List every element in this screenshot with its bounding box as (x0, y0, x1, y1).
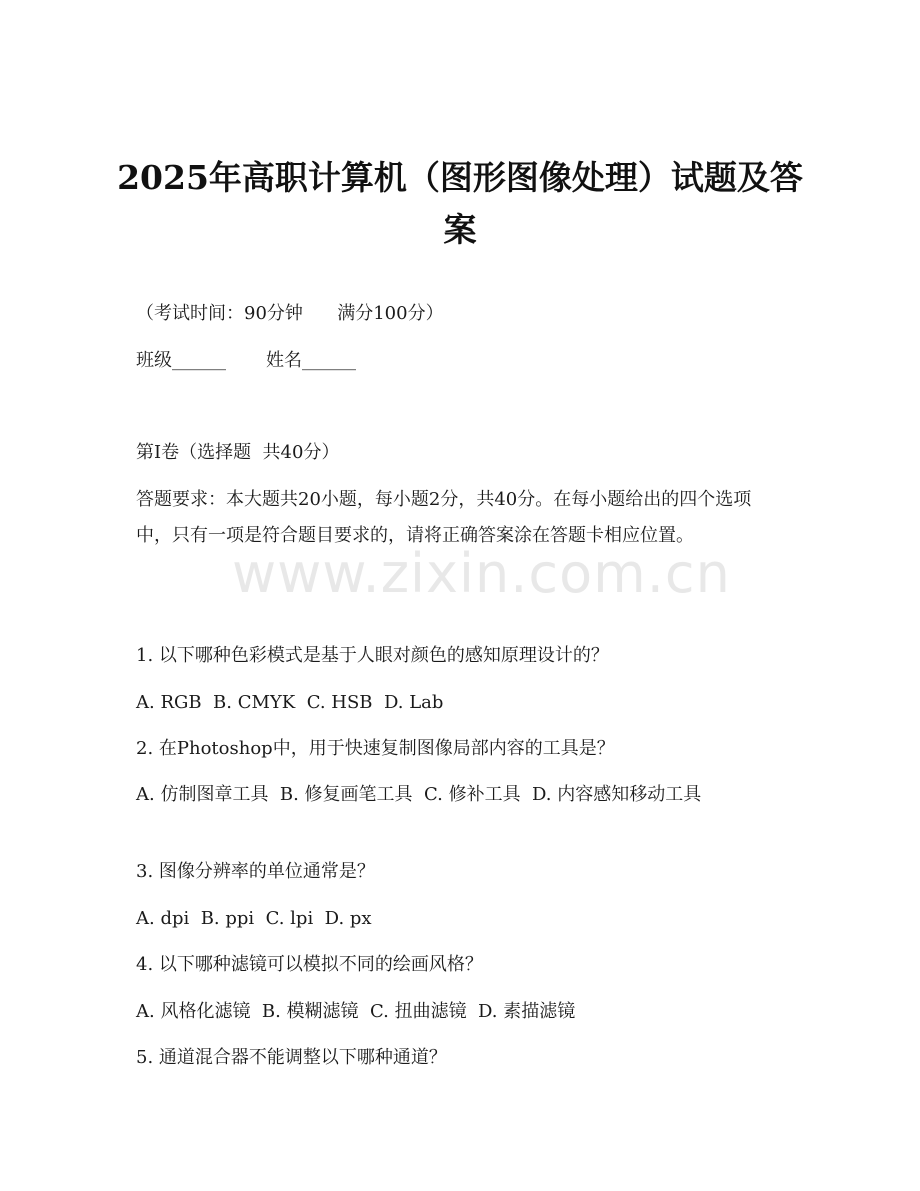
instructions: 答题要求：本大题共20小题，每小题2分，共40分。在每小题给出的四个选项中，只有一项是符合题目要求的，请将正确答案涂在答题卡相应位置。 (136, 489, 752, 546)
question-4-stem: 4. 以下哪种滤镜可以模拟不同的绘画风格？ (136, 954, 483, 975)
question-1-options: A. RGB B. CMYK C. HSB D. Lab (136, 692, 444, 713)
question-5-stem: 5. 通道混合器不能调整以下哪种通道？ (136, 1047, 447, 1068)
question-2-stem: 2. 在Photoshop中，用于快速复制图像局部内容的工具是？ (136, 738, 615, 759)
student-fields: 班级______ 姓名______ (136, 350, 357, 371)
question-1-stem: 1. 以下哪种色彩模式是基于人眼对颜色的感知原理设计的？ (136, 645, 609, 666)
section-heading: 第I卷（选择题 共40分） (136, 442, 340, 463)
watermark: www.zixin.com.cn (232, 542, 731, 605)
question-3-options: A. dpi B. ppi C. lpi D. px (136, 908, 372, 929)
question-2-options: A. 仿制图章工具 B. 修复画笔工具 C. 修补工具 D. 内容感知移动工具 (136, 784, 702, 805)
exam-info: （考试时间：90分钟 满分100分） (136, 303, 444, 324)
document-title: 2025年高职计算机（图形图像处理）试题及答案 (117, 158, 803, 249)
question-4-options: A. 风格化滤镜 B. 模糊滤镜 C. 扭曲滤镜 D. 素描滤镜 (136, 1001, 576, 1022)
question-3-stem: 3. 图像分辨率的单位通常是？ (136, 861, 375, 882)
